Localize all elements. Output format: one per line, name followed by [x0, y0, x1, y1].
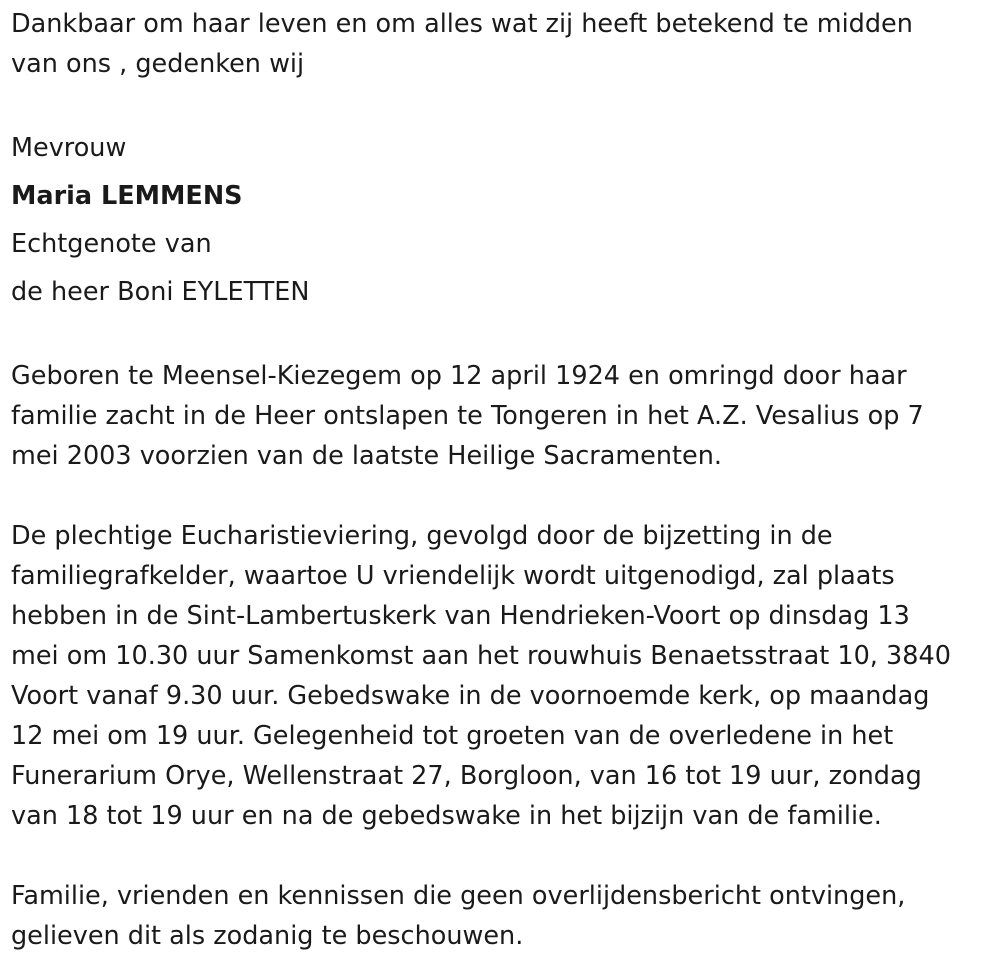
- birth-paragraph: [11, 356, 1000, 476]
- ceremony-line: Funerarium Orye, Wellenstraat 27, Borgloon, van 16 tot 19 uur, zondag: [11, 761, 922, 791]
- birth-line: familie zacht in de Heer ontslapen te Tongeren in het A.Z. Vesalius op 7: [11, 401, 924, 431]
- birth-line: mei 2003 voorzien van de laatste Heilige Sacramenten.: [11, 441, 722, 471]
- intro-paragraph: [11, 4, 1000, 84]
- salutation: Mevrouw: [11, 133, 127, 163]
- closing-line: Familie, vrienden en kennissen die geen overlijdensbericht ontvingen,: [11, 881, 906, 911]
- birth-line: Geboren te Meensel-Kiezegem op 12 april 1924 en omringd door haar: [11, 361, 907, 391]
- ceremony-line: Voort vanaf 9.30 uur. Gebedswake in de voornoemde kerk, op maandag: [11, 681, 930, 711]
- paragraph-gap: [11, 836, 1000, 876]
- ceremony-line: van 18 tot 19 uur en na de gebedswake in het bijzijn van de familie.: [11, 801, 882, 831]
- person-block: [11, 124, 1000, 316]
- relation-label: Echtgenote van: [11, 229, 212, 259]
- closing-paragraph: [11, 876, 1000, 956]
- intro-line: Dankbaar om haar leven en om alles wat zij heeft betekend te midden: [11, 9, 913, 39]
- paragraph-gap: [11, 316, 1000, 356]
- paragraph-gap: [11, 84, 1000, 124]
- ceremony-line: hebben in de Sint-Lambertuskerk van Hendrieken-Voort op dinsdag 13: [11, 601, 910, 631]
- ceremony-line: mei om 10.30 uur Samenkomst aan het rouwhuis Benaetsstraat 10, 3840: [11, 641, 951, 671]
- ceremony-line: 12 mei om 19 uur. Gelegenheid tot groeten van de overledene in het: [11, 721, 894, 751]
- ceremony-line: De plechtige Eucharistieviering, gevolgd door de bijzetting in de: [11, 521, 833, 551]
- paragraph-gap: [11, 476, 1000, 516]
- ceremony-line: familiegrafkelder, waartoe U vriendelijk wordt uitgenodigd, zal plaats: [11, 561, 895, 591]
- deceased-name: Maria LEMMENS: [11, 181, 243, 211]
- intro-line: van ons , gedenken wij: [11, 49, 305, 79]
- closing-line: gelieven dit als zodanig te beschouwen.: [11, 921, 524, 951]
- ceremony-paragraph: [11, 516, 1000, 836]
- spouse-name: de heer Boni EYLETTEN: [11, 277, 310, 307]
